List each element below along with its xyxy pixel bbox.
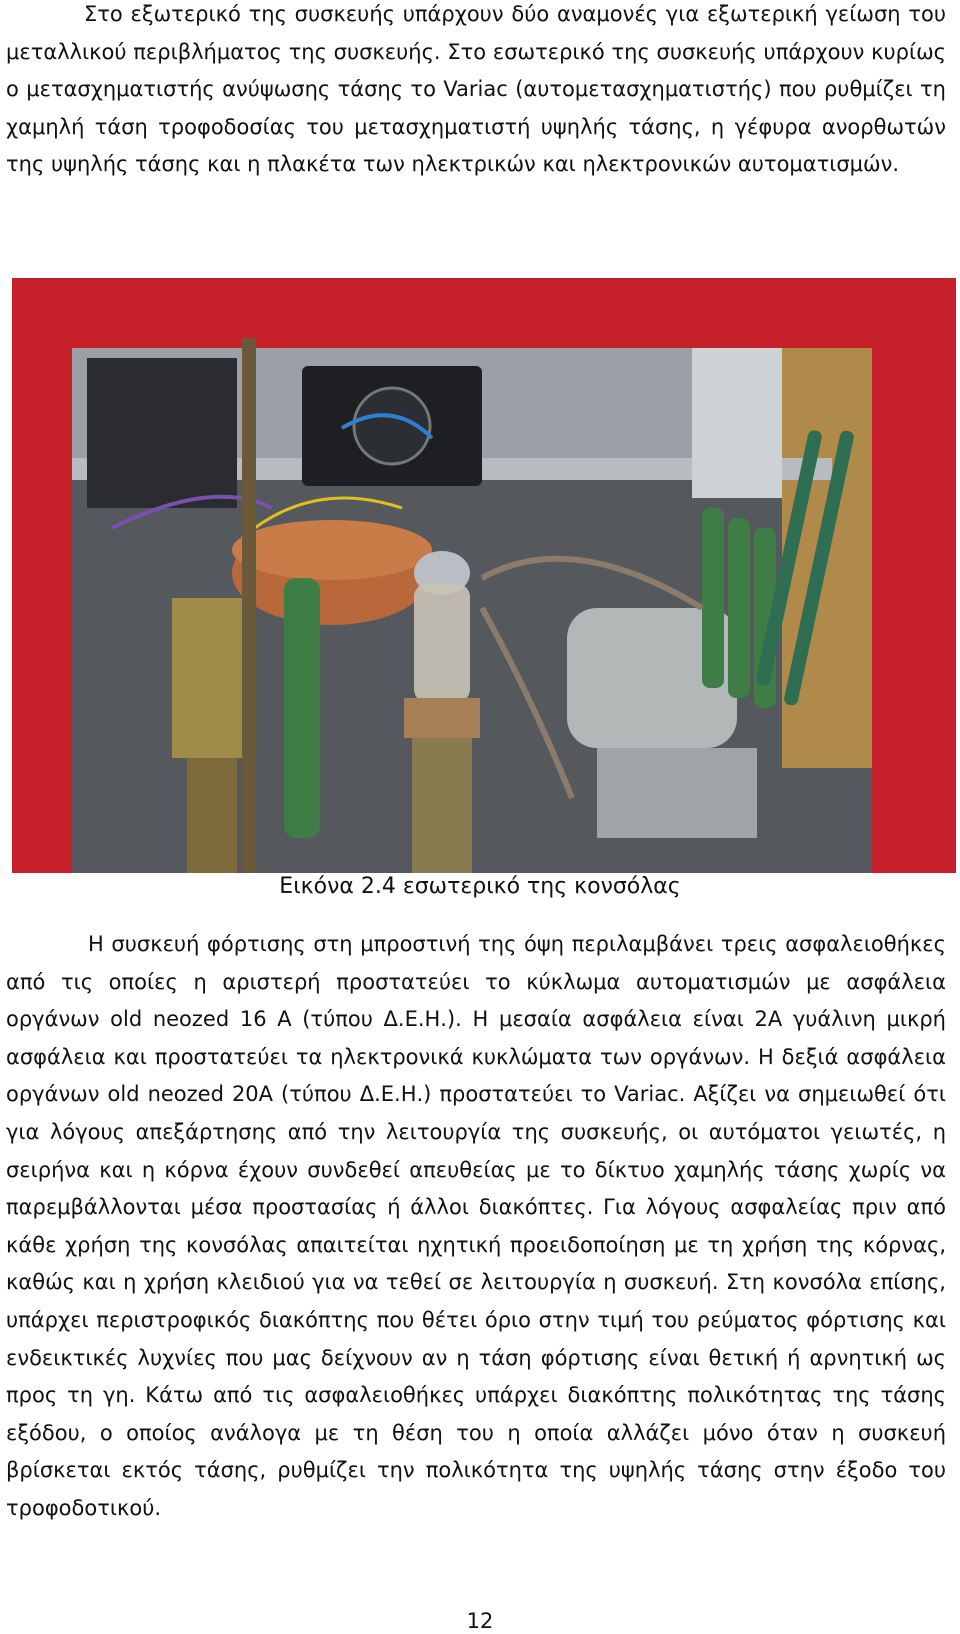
left-black-box: [87, 358, 237, 508]
paragraph-intro: Στο εξωτερικό της συσκευής υπάρχουν δύο αναμονές για εξωτερική γείωση του μεταλλικού περιβλήματος της συσκευής. Στο εσωτερικό της συσκευής υπάρχουν κυρίως ο μετασχηματιστής ανύψωσης τάσης το Variac (αυτομετασχηματιστής) που ρυθμίζει τη χαμηλή τάση τροφοδοσίας του μετασχηματιστή υψηλής τάσης, η γέφυρα ανορθωτών της υψηλής τάσης και η πλακέτα των ηλεκτρικών και ηλεκτρονικών αυτοματισμών.: [6, 2, 946, 177]
figure-caption: Εικόνα 2.4 εσωτερικό της κονσόλας: [279, 874, 681, 899]
automation-board: [692, 348, 782, 498]
page-number: 12: [466, 1609, 494, 1633]
console-interior-photo: [12, 278, 956, 873]
vacuum-tube-glass: [414, 583, 470, 703]
paragraph-fuse-description: Η συσκευή φόρτισης στη μπροστινή της όψη περιλαμβάνει τρεις ασφαλειοθήκες από τις οποίες η αριστερή προστατεύει το κύκλωμα αυτοματισμών με ασφάλεια οργάνων old neozed 16 A (τύπου Δ.Ε.Η.). Η μεσαία ασφάλεια είναι 2A γυάλινη μικρή ασφάλεια και προστατεύει τα ηλεκτρονικά κυκλώματα των οργάνων. Η δεξιά ασφάλεια οργάνων old neozed 20A (τύπου Δ.Ε.Η.) προστατεύει το Variac. Αξίζει να σημειωθεί ότι για λόγους απεξάρτησης από την λειτουργία της συσκευής, οι αυτόματοι γειωτές, η σειρήνα και η κόρνα έχουν συνδεθεί απευθείας με το δίκτυο χαμηλής τάσης χωρίς να παρεμβάλλονται μέσα προστασίας ή άλλοι διακόπτες. Για λόγους ασφαλείας πριν από κάθε χρήση της κονσόλας απαιτείται ηχητική προειδοποίηση με τη χρήση της κόρνας, καθώς και η χρήση κλειδιού για να τεθεί σε λειτουργία η συσκευή. Στη κονσόλα επίσης, υπάρχει περιστροφικός διακόπτης που θέτει όριο στην τιμή του ρεύματος φόρτισης και ενδεικτικές λυχνίες που μας δείχνουν αν η τάση φόρτισης είναι θετική ή αρνητική ως προς τη γη. Κάτω από τις ασφαλειοθήκες υπάρχει διακόπτης πολικότητας της τάσης εξόδου, ο οποίος ανάλογα με τη θέση του η οποία αλλάζει μόνο όταν η συσκευή βρίσκεται εκτός τάσης, ρυθμίζει την πολικότητα της υψηλής τάσης στην έξοδο του τροφοδοτικού.: [6, 932, 946, 1520]
left-tube-assembly: [172, 598, 252, 758]
green-resistor: [284, 578, 320, 838]
